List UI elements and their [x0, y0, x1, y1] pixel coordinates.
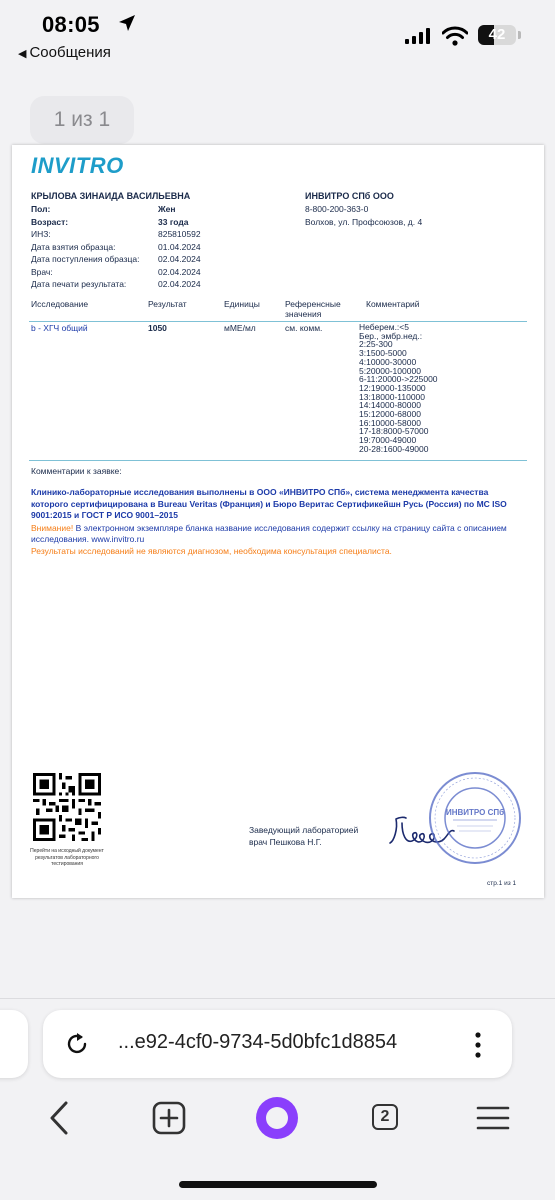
lab-result-document[interactable]: [12, 145, 544, 898]
table-divider-bottom: [29, 460, 527, 461]
field-value-print-date: 02.04.2024: [158, 279, 201, 289]
patient-field-labels: [31, 203, 140, 291]
document-page-number: стр.1 из 1: [487, 880, 517, 887]
field-label-age: Возраст:: [31, 216, 69, 227]
tabs-button[interactable]: [362, 1095, 408, 1141]
reference-comment-line: 13:18000-110000: [359, 391, 426, 402]
alice-icon: [254, 1095, 300, 1141]
back-button[interactable]: [38, 1095, 84, 1141]
reference-comment-line: 12:19000-135000: [359, 382, 426, 393]
col-header-units: Единицы: [224, 299, 260, 309]
field-label-print-date: Дата печати результата:: [31, 279, 127, 289]
plus-square-icon: [146, 1095, 192, 1141]
alice-assistant-button[interactable]: [254, 1095, 300, 1141]
signer-name: врач Пешкова Н.Г.: [249, 836, 322, 847]
stamp-text: ИНВИТРО СПб: [445, 808, 505, 817]
battery-level: 42: [488, 26, 506, 43]
disclaimer: Результаты исследований не являются диагнозом, необходима консультация специалиста.: [31, 546, 392, 556]
field-value-doctor: 02.04.2024: [158, 266, 201, 277]
field-value-inz: 825810592: [158, 229, 201, 239]
reference-comment-line: Бер., эмбр.нед.:: [359, 330, 423, 341]
address-bar[interactable]: [43, 1010, 512, 1078]
invitro-logo: INVITRO: [31, 153, 124, 178]
field-value-sex: Жен: [158, 204, 176, 214]
page-indicator: 1 из 1: [30, 96, 134, 144]
reference-comment-line: 6-11:20000->225000: [359, 374, 438, 385]
reference-comment-line: 15:12000-68000: [359, 409, 421, 420]
reference-comment-line: Неберем.:<5: [359, 322, 409, 332]
field-value-sample-date: 01.04.2024: [158, 241, 201, 252]
tabs-count: 2: [372, 1104, 398, 1130]
qr-caption: Перейти на исходный документ результатов лабораторного тестирования: [30, 848, 104, 867]
certification-statement: Клинико-лабораторные исследования выполнены в ООО «ИНВИТРО СПб», система менеджмента качества которого сертифицирована в Bureau Veritas (Франция) и Бюро Веритас Сертификейшн Русь (Россия) по МС ISO 9001:2015 и ГОСТ Р ИСО 9001–2015: [31, 487, 507, 520]
col-header-test: Исследование: [31, 299, 89, 309]
more-vertical-icon[interactable]: [472, 1030, 484, 1065]
back-triangle-icon: ◀: [18, 48, 27, 60]
col-header-result: Результат: [148, 299, 187, 309]
field-value-age: 33 года: [158, 216, 189, 227]
signer-title: Заведующий лабораторией: [249, 825, 359, 835]
lab-address: Волхов, ул. Профсоюзов, д. 4: [305, 216, 423, 227]
patient-field-values: [158, 203, 201, 291]
field-label-doctor: Врач:: [31, 266, 53, 277]
reference-comment-line: 5:20000-100000: [359, 365, 421, 376]
new-tab-button[interactable]: [146, 1095, 192, 1141]
reference-comment-line: 14:14000-80000: [359, 400, 421, 411]
field-label-sample-date: Дата взятия образца:: [31, 241, 116, 252]
back-to-app-link[interactable]: [18, 44, 111, 61]
invitro-site-link[interactable]: www.invitro.ru: [91, 534, 145, 544]
reference-comment-line: 19:7000-49000: [359, 435, 417, 446]
field-label-inz: ИНЗ:: [31, 229, 51, 239]
url-text[interactable]: ...e92-4cf0-9734-5d0bfc1d8854: [118, 1031, 398, 1053]
patient-name: КРЫЛОВА ЗИНАИДА ВАСИЛЬЕВНА: [31, 191, 191, 201]
chevron-left-icon: [38, 1095, 84, 1141]
back-to-app-label: Сообщения: [29, 44, 111, 61]
location-arrow-icon: [118, 14, 136, 37]
reference-comment-line: 3:1500-5000: [359, 348, 407, 359]
col-header-comment: Комментарий: [366, 299, 420, 309]
cellular-signal-icon: [405, 28, 431, 49]
lab-info: [305, 203, 422, 228]
status-bar: [0, 0, 555, 70]
lab-phone: 8-800-200-363-0: [305, 204, 369, 214]
result-units: мМЕ/мл: [224, 323, 256, 333]
reference-comment-line: 20-28:1600-49000: [359, 443, 429, 454]
lab-stamp: [427, 770, 523, 871]
reference-comment-line: 4:10000-30000: [359, 356, 417, 367]
reference-comment-line: 16:10000-58000: [359, 417, 421, 428]
result-value: 1050: [148, 323, 167, 333]
field-label-received-date: Дата поступления образца:: [31, 254, 140, 264]
result-reference: см. комм.: [285, 323, 323, 333]
lab-name: ИНВИТРО СПб ООО: [305, 191, 394, 201]
reference-comment-list: [359, 323, 438, 454]
request-comments-label: Комментарии к заявке:: [31, 466, 122, 476]
table-divider: [29, 321, 527, 322]
menu-button[interactable]: [470, 1095, 516, 1141]
qr-code[interactable]: [33, 773, 101, 841]
battery-icon: [478, 25, 516, 45]
test-name-link[interactable]: b - ХГЧ общий: [31, 323, 88, 333]
status-time: 08:05: [42, 12, 100, 37]
signer-block: [249, 825, 358, 848]
reload-icon[interactable]: [63, 1030, 91, 1063]
notice-prefix: Внимание!: [31, 523, 74, 533]
url-fade: [398, 1024, 443, 1064]
col-header-reference: Референсные значения: [285, 299, 341, 319]
field-value-received-date: 02.04.2024: [158, 254, 201, 264]
hamburger-icon: [470, 1095, 516, 1141]
notice: [31, 523, 531, 545]
previous-tab-card[interactable]: [0, 1010, 28, 1078]
reference-comment-line: 2:25-300: [359, 339, 393, 350]
battery-tip: [518, 31, 521, 39]
home-indicator: [179, 1181, 377, 1188]
field-label-sex: Пол:: [31, 204, 51, 214]
wifi-icon: [442, 26, 468, 51]
notice-text: В электронном экземпляре бланка название исследования содержит ссылку на страницу сайта с описанием исследования.: [31, 523, 507, 544]
reference-comment-line: 17-18:8000-57000: [359, 426, 429, 437]
